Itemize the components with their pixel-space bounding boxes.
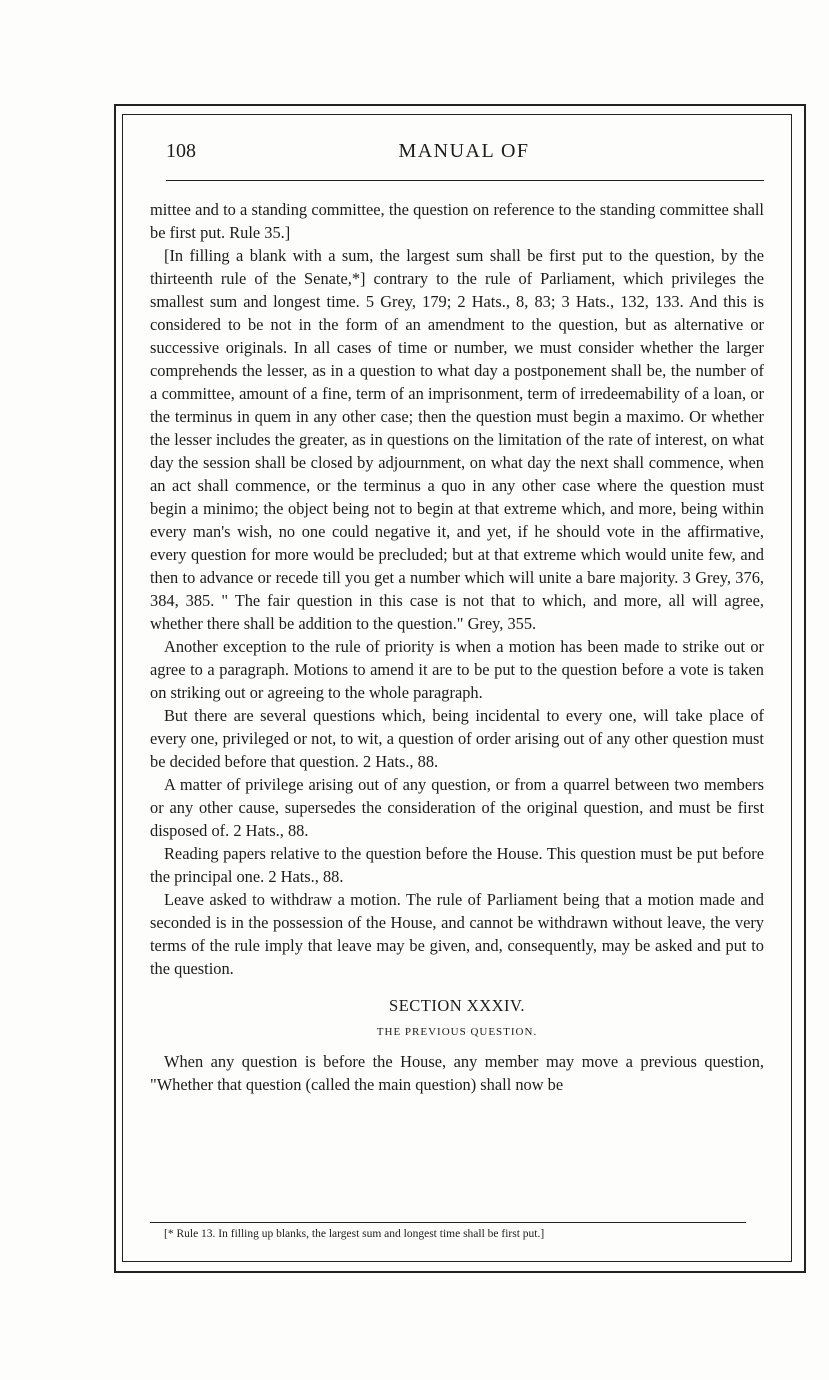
paragraph-continued: mittee and to a standing committee, the question on reference to the standing committee shall be first put. Rule 35.] (150, 200, 764, 242)
paragraph: Reading papers relative to the question before the House. This question must be put before the principal one. 2 Hats., 88. (150, 844, 764, 886)
header-rule (166, 180, 764, 181)
section-paragraph: When any question is before the House, any member may move a previous question, "Whether that question (called the main question) shall now be (150, 1052, 764, 1094)
paragraph: Leave asked to withdraw a motion. The rule of Parliament being that a motion made and seconded is in the possession of the House, and cannot be withdrawn without leave, the very terms of the rule imply that leave may be given, and, consequently, may be asked and put to the question. (150, 890, 764, 978)
footnote: [* Rule 13. In filling up blanks, the largest sum and longest time shall be first put.] (164, 1228, 545, 1240)
page-header (164, 138, 764, 168)
section-heading: SECTION XXXIV. (389, 996, 525, 1015)
body-text (150, 198, 764, 1096)
running-head: MANUAL OF (398, 140, 530, 162)
page-number: 108 (166, 140, 196, 162)
paragraph: [In filling a blank with a sum, the largest sum shall be first put to the question, by the thirteenth rule of the Senate,*] contrary to the rule of Parliament, which privileges the smallest sum and longest time. 5 Grey, 179; 2 Hats., 8, 83; 3 Hats., 132, 133. And this is considered to be not in the form of an amendment to the question, but as alternative or successive originals. In all cases of time or number, we must consider whether the larger comprehends the lesser, as in a question to what day a postponement shall be, the number of a committee, amount of a fine, term of an imprisonment, term of irredeemability of a loan, or the terminus in quem in any other case; then the question must begin a maximo. Or whether the lesser includes the greater, as in questions on the limitation of the rate of interest, on what day the session shall be closed by adjournment, on what day the next shall commence, when an act shall commence, or the terminus a quo in any other case where the question must begin a minimo; the object being not to begin at that extreme which, and more, being within every man's wish, no one could negative it, and yet, if he should vote in the affirmative, every question for more would be precluded; but at that extreme which would unite few, and then to advance or recede till you get a number which will unite a bare majority. 3 Grey, 376, 384, 385. " The fair question in this case is not that to which, and more, all will agree, whether there shall be addition to the question." Grey, 355. (150, 246, 764, 633)
footnote-rule (150, 1222, 746, 1223)
paragraph: A matter of privilege arising out of any question, or from a quarrel between two members or any other cause, supersedes the consideration of the original question, and must be first disposed of. 2 Hats., 88. (150, 775, 764, 840)
paragraph: Another exception to the rule of priority is when a motion has been made to strike out or agree to a paragraph. Motions to amend it are to be put to the question before a vote is taken on striking out or agreeing to the whole paragraph. (150, 637, 764, 702)
paragraph: But there are several questions which, being incidental to every one, will take place of every one, privileged or not, to wit, a question of order arising out of any other question must be decided before that question. 2 Hats., 88. (150, 706, 764, 771)
section-subheading: THE PREVIOUS QUESTION. (376, 1026, 538, 1038)
